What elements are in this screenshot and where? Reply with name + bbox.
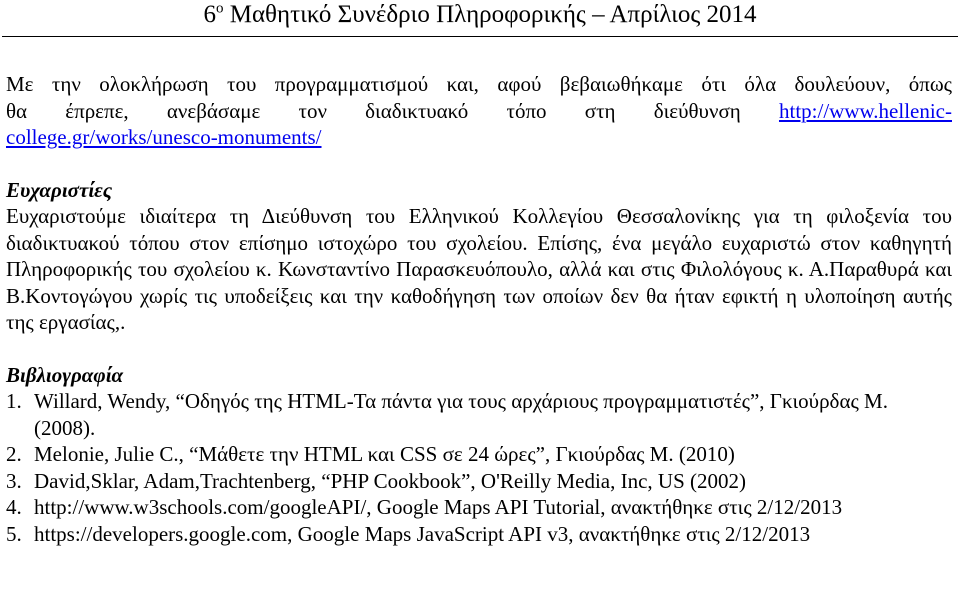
- intro-line-2-text: θα έπρεπε, ανεβάσαμε τον διαδικτυακό τόπο στη διεύθυνση: [6, 98, 779, 123]
- header-title-ordinal: ο: [215, 0, 224, 17]
- website-link-part-1[interactable]: http://www.hellenic-: [778, 98, 952, 123]
- intro-line-2: [6, 98, 952, 125]
- intro-line-3: [6, 124, 952, 151]
- bibliography-item-text: Melonie, Julie C., “Μάθετε την HTML και CSS σε 24 ώρες”, Γκιούρδας Μ. (2010): [34, 442, 735, 466]
- website-link-part-2[interactable]: college.gr/works/unesco-monuments/: [6, 125, 322, 149]
- bibliography-heading: Βιβλιογραφία: [6, 362, 124, 387]
- bibliography-item-text: David,Sklar, Adam,Trachtenberg, “PHP Cookbook”, O'Reilly Media, Inc, US (2002): [34, 468, 747, 493]
- bibliography-item-number: 2.: [6, 442, 22, 466]
- header-divider: [2, 36, 958, 37]
- bibliography-item: [6, 388, 952, 441]
- header-title-prefix: 6: [203, 1, 216, 28]
- thanks-paragraph: Ευχαριστούμε ιδιαίτερα τη Διεύθυνση του Ελληνικού Κολλεγίου Θεσσαλονίκης για τη φιλοξενία του διαδικτυακού τόπου στον επίσημο ιστοχώρο του σχολείου. Επίσης, ένα μεγάλο ευχαριστώ στον καθηγητή Πληροφορικής του σχολείου κ. Κωνσταντίνο Παρασκευόπουλο, αλλά και στις Φιλολόγους κ. Α.Παραθυρά και Β.Κοντογώγου χωρίς τις υποδείξεις και την καθοδήγηση των οποίων δεν θα ήταν εφικτή η υλοποίηση αυτής της εργασίας,.: [6, 204, 952, 334]
- thanks-heading: Ευχαριστίες: [6, 177, 113, 202]
- intro-line-1: Με την ολοκλήρωση του προγραμματισμού και, αφού βεβαιωθήκαμε ότι όλα δουλεύουν, όπως: [6, 72, 952, 96]
- document-body: [6, 71, 952, 547]
- bibliography-item-text: Willard, Wendy, “Οδηγός της HTML-Τα πάντα για τους αρχάριους προγραμματιστές”, Γκιούρδας Μ. (2008).: [34, 389, 888, 440]
- bibliography-item-text: http://www.w3schools.com/googleAPI/, Google Maps API Tutorial, ανακτήθηκε στις 2/12/2013: [34, 495, 843, 519]
- bibliography-item-number: 4.: [6, 495, 22, 519]
- bibliography-item: [6, 441, 952, 468]
- page-header: [0, 0, 960, 36]
- bibliography-item: [6, 468, 952, 495]
- header-title-suffix: Μαθητικό Συνέδριο Πληροφορικής – Απρίλιος 2014: [223, 1, 757, 28]
- bibliography-item-number: 3.: [6, 468, 22, 493]
- bibliography-item: [6, 521, 952, 548]
- bibliography-item-number: 1.: [6, 389, 22, 413]
- bibliography-list: [6, 388, 952, 547]
- bibliography-item-number: 5.: [6, 521, 22, 546]
- bibliography-item: [6, 494, 952, 521]
- bibliography-item-text: https://developers.google.com, Google Maps JavaScript API v3, ανακτήθηκε στις 2/12/2013: [34, 521, 811, 546]
